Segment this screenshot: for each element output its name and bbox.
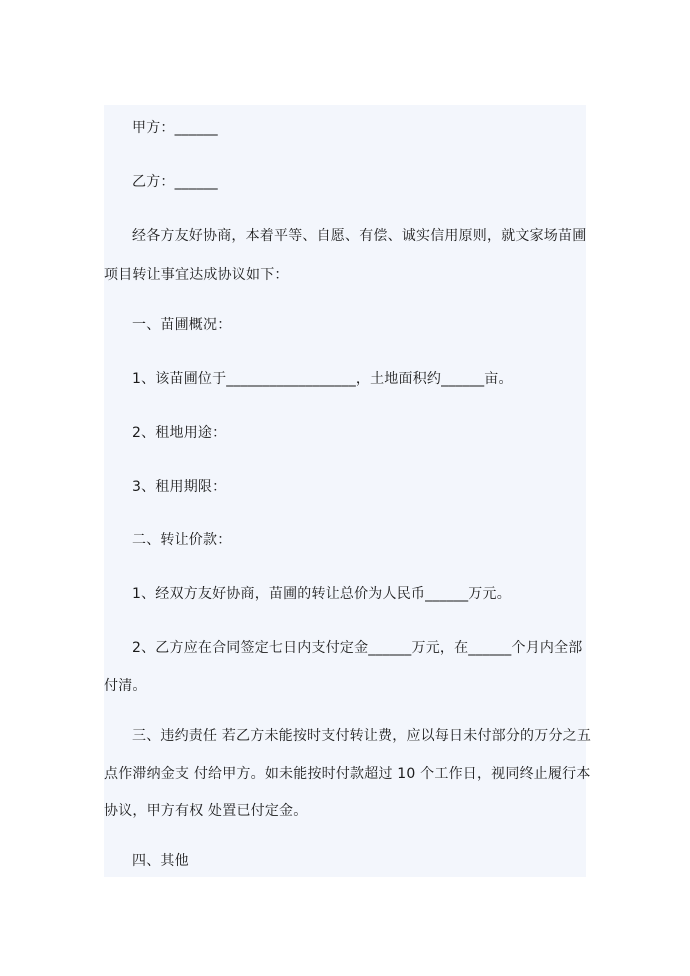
preamble-paragraph-line-1: 经各方友好协商，本着平等、自愿、有偿、诚实信用原则，就文家场苗圃 [132,228,587,244]
section-1-heading: 一、苗圃概况： [132,317,232,333]
party-a-line: 甲方：______ [132,120,218,136]
section-3-paragraph-line-2: 点作滞纳金支 付给甲方。如未能按时付款超过 10 个工作日，视同终止履行本 [104,766,591,782]
section-3-paragraph-line-3: 协议，甲方有权 处置已付定金。 [104,803,308,819]
section-2-item-2-line-2: 付清。 [104,678,147,694]
section-1-item-1: 1、该苗圃位于__________________，土地面积约______亩。 [132,371,513,387]
section-2-item-1: 1、经双方友好协商，苗圃的转让总价为人民币______万元。 [132,586,511,602]
preamble-paragraph-line-2: 项目转让事宜达成协议如下： [104,267,289,283]
section-3-paragraph-line-1: 三、违约责任 若乙方未能按时支付转让费，应以每日未付部分的万分之五 [132,728,592,744]
section-1-item-2: 2、租地用途： [132,425,227,441]
section-1-item-3: 3、租用期限： [132,479,227,495]
party-b-line: 乙方：______ [132,174,218,190]
section-2-heading: 二、转让价款： [132,532,232,548]
section-4-heading: 四、其他 [132,853,189,869]
section-2-item-2-line-1: 2、乙方应在合同签定七日内支付定金______万元，在______个月内全部 [132,640,583,656]
